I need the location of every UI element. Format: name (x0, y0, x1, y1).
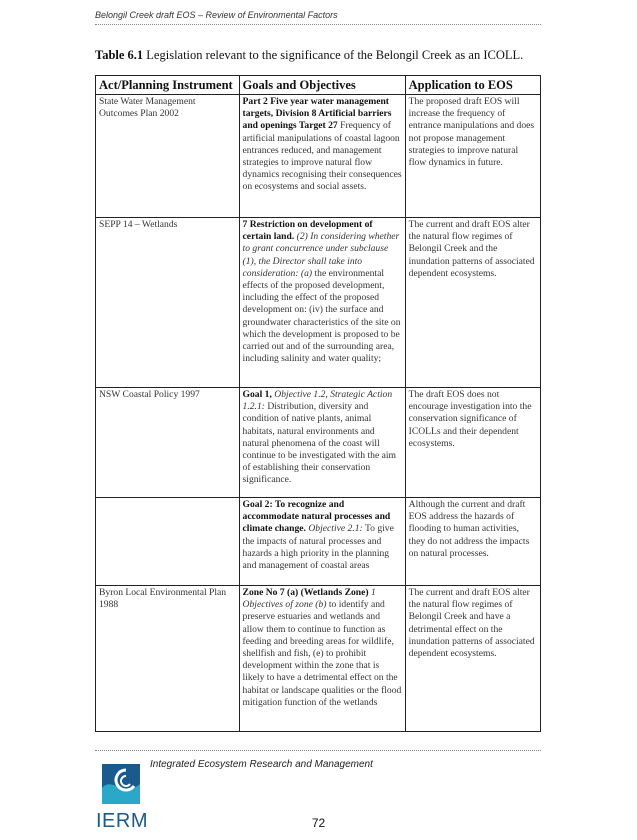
table-caption (95, 48, 555, 63)
table-row (96, 498, 541, 586)
act-cell: Byron Local Environmental Plan 1988 (96, 586, 240, 732)
goal-heading: Zone No 7 (a) (Wetlands Zone) (242, 587, 369, 598)
act-cell (96, 498, 240, 586)
goal-heading: Goal 1, (242, 389, 272, 400)
goal-cell (239, 498, 405, 586)
goal-italic-text: Objective 1.2, Strategic Action 1.2.1: (242, 389, 393, 413)
header-divider (95, 24, 541, 25)
goal-heading: Part 2 Five year water management targets, Division 8 Artificial barriers and openings Target 27 (242, 96, 392, 132)
running-header: Belongil Creek draft EOS – Review of Environmental Factors (95, 10, 338, 20)
goal-italic-text: 1 Objectives of zone (b) (242, 587, 376, 611)
table-header-row (96, 76, 541, 95)
act-cell: SEPP 14 – Wetlands (96, 218, 240, 388)
application-cell: The current and draft EOS alter the natural flow regimes of Belongil Creek and the inundation patterns of associated dependent ecosystems. (405, 218, 540, 388)
goal-italic-text: (2) In considering whether to grant concurrence under subclause (1), the Director shall take into consideration: (a) (242, 231, 400, 279)
column-header-goals: Goals and Objectives (239, 76, 405, 95)
logo-wordmark: IERM (96, 810, 148, 832)
table-row (96, 388, 541, 498)
act-cell: State Water Management Outcomes Plan 2002 (96, 95, 240, 218)
footer-organisation: Integrated Ecosystem Research and Management (150, 759, 373, 770)
goal-heading: Goal 2: To recognize and accommodate natural processes and climate change. (242, 499, 391, 535)
legislation-table (95, 75, 541, 732)
application-cell: Although the current and draft EOS address the hazards of flooding to human activities, they do not address the impacts on natural processes. (405, 498, 540, 586)
page-number: 72 (311, 816, 326, 830)
footer-divider (95, 750, 541, 751)
goal-cell (239, 388, 405, 498)
goal-cell (239, 95, 405, 218)
goal-text: the environmental effects of the proposed development, including the effect of the proposed development on: (iv) the surface and groundwater characteristics of the site on which the development is proposed to be carried out and of the surrounding area, including salinity and water quality; (242, 267, 401, 365)
goal-cell (239, 218, 405, 388)
application-cell: The proposed draft EOS will increase the frequency of entrance manipulations and does not propose management strategies to improve natural flow dynamics in future. (405, 95, 540, 218)
goal-text: Distribution, diversity and condition of native plants, animal habitats, natural environments and natural phenomena of the coast will continue to be investigated with the aim of establishing their conservation significance. (242, 401, 397, 486)
goal-heading: 7 Restriction on development of certain land. (242, 219, 373, 243)
goal-text: to identify and preserve estuaries and wetlands and allow them to continue to function as feeding and breeding areas for wildlife, shellfish and fish, (e) to prohibit development within the zone that is likely to have a detrimental effect on the habitat or landscape qualities or the flood mitigation function of the wetlands (242, 599, 402, 708)
table-row (96, 586, 541, 732)
goal-cell (239, 586, 405, 732)
goal-italic-text: Objective 2.1: (305, 523, 363, 535)
caption-label: Table 6.1 (95, 48, 144, 62)
goal-text: Frequency of artificial manipulations of coastal lagoon entrances reduced, and management strategies to improve natural flow dynamics recognising their consequences on ecosystems and social assets. (242, 120, 402, 193)
table-row (96, 95, 541, 218)
application-cell: The current and draft EOS alter the natural flow regimes of Belongil Creek and have a detrimental effect on the inundation patterns of associated dependent ecosystems. (405, 586, 540, 732)
ierm-logo-icon (96, 758, 146, 810)
application-cell: The draft EOS does not encourage investigation into the conservation significance of ICOLLs and their dependent ecosystems. (405, 388, 540, 498)
table-row (96, 218, 541, 388)
column-header-act: Act/Planning Instrument (96, 76, 240, 95)
column-header-application: Application to EOS (405, 76, 540, 95)
goal-text: To give the impacts of natural processes and hazards a high priority in the planning and management of coastal areas (242, 523, 394, 572)
caption-text: Legislation relevant to the significance of the Belongil Creek as an ICOLL. (143, 48, 524, 62)
act-cell: NSW Coastal Policy 1997 (96, 388, 240, 498)
